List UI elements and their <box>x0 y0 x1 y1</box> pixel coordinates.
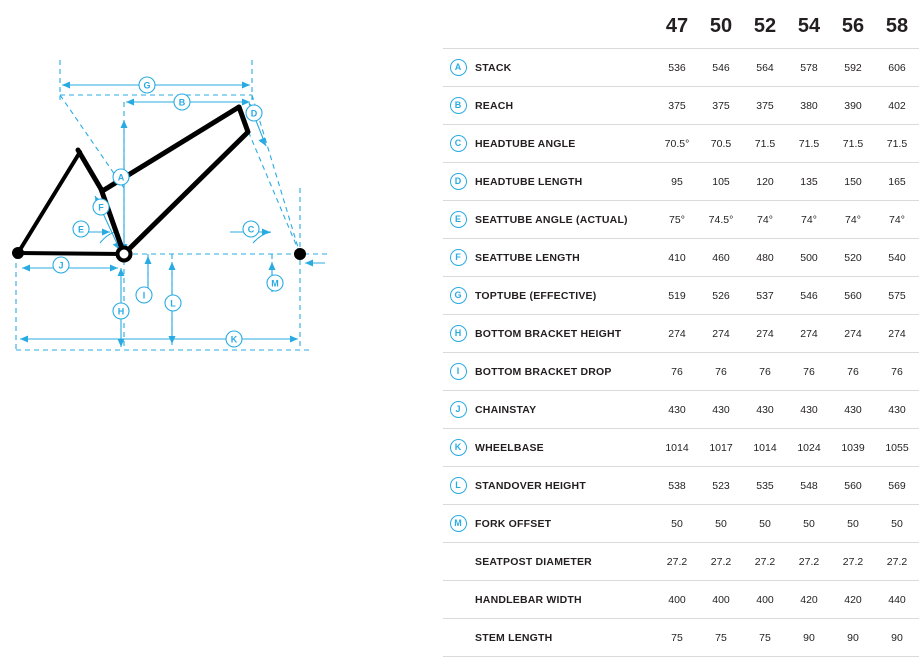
svg-text:M: M <box>271 278 279 289</box>
cell-value: 76 <box>831 353 875 391</box>
cell-value: 50 <box>831 505 875 543</box>
cell-value: 90 <box>787 619 831 657</box>
row-label: SEATTUBE ANGLE (ACTUAL) <box>473 201 655 239</box>
cell-value: 560 <box>831 467 875 505</box>
badge-letter: C <box>450 135 467 152</box>
cell-value: 274 <box>787 315 831 353</box>
table-row <box>443 467 919 505</box>
cell-value: 76 <box>787 353 831 391</box>
table-row <box>443 239 919 277</box>
size-header-0: 47 <box>665 15 689 37</box>
front-hub-point <box>294 248 306 260</box>
cell-value: 74° <box>787 201 831 239</box>
cell-value: 400 <box>699 581 743 619</box>
cell-value: 105 <box>699 163 743 201</box>
table-header <box>443 0 919 49</box>
cell-value: 27.2 <box>699 543 743 581</box>
cell-value: 274 <box>655 315 699 353</box>
table-body <box>443 49 919 657</box>
table-row <box>443 315 919 353</box>
badge-letter: G <box>450 287 467 304</box>
cell-value: 575 <box>875 277 919 315</box>
cell-value: 430 <box>831 391 875 429</box>
cell-value: 71.5 <box>787 125 831 163</box>
cell-value: 75 <box>699 619 743 657</box>
cell-value: 520 <box>831 239 875 277</box>
cell-value: 402 <box>875 87 919 125</box>
cell-value: 50 <box>699 505 743 543</box>
cell-value: 375 <box>699 87 743 125</box>
cell-value: 50 <box>743 505 787 543</box>
bike-frame-geometry-diagram <box>0 0 443 600</box>
badge-letter: E <box>450 211 467 228</box>
callout-d <box>246 105 262 121</box>
row-label: HANDLEBAR WIDTH <box>473 581 655 619</box>
cell-value: 500 <box>787 239 831 277</box>
cell-value: 430 <box>787 391 831 429</box>
cell-value: 1014 <box>655 429 699 467</box>
bottom-bracket-point <box>118 248 131 261</box>
size-header-3: 54 <box>797 15 821 37</box>
table-row <box>443 277 919 315</box>
cell-value: 410 <box>655 239 699 277</box>
cell-value: 390 <box>831 87 875 125</box>
cell-value: 50 <box>655 505 699 543</box>
badge-letter: A <box>450 59 467 76</box>
rear-hub-point <box>12 247 24 259</box>
cell-value: 274 <box>743 315 787 353</box>
cell-value: 430 <box>655 391 699 429</box>
cell-value: 523 <box>699 467 743 505</box>
table-row <box>443 87 919 125</box>
cell-value: 75 <box>743 619 787 657</box>
cell-value: 74° <box>743 201 787 239</box>
table-row <box>443 429 919 467</box>
badge-letter: H <box>450 325 467 342</box>
cell-value: 375 <box>655 87 699 125</box>
size-header-1: 50 <box>709 15 733 37</box>
cell-value: 538 <box>655 467 699 505</box>
cell-value: 274 <box>875 315 919 353</box>
cell-value: 74° <box>831 201 875 239</box>
cell-value: 27.2 <box>655 543 699 581</box>
cell-value: 1024 <box>787 429 831 467</box>
row-badge <box>443 239 473 277</box>
table-row <box>443 49 919 87</box>
callout-b <box>174 94 190 110</box>
cell-value: 380 <box>787 87 831 125</box>
cell-value: 375 <box>743 87 787 125</box>
row-badge <box>443 125 473 163</box>
cell-value: 560 <box>831 277 875 315</box>
badge-letter: L <box>450 477 467 494</box>
cell-value: 548 <box>787 467 831 505</box>
cell-value: 76 <box>699 353 743 391</box>
svg-text:A: A <box>117 172 125 183</box>
row-label: FORK OFFSET <box>473 505 655 543</box>
cell-value: 578 <box>787 49 831 87</box>
cell-value: 546 <box>699 49 743 87</box>
svg-text:G: G <box>143 80 151 91</box>
row-label: STACK <box>473 49 655 87</box>
cell-value: 274 <box>831 315 875 353</box>
cell-value: 480 <box>743 239 787 277</box>
dimension-k <box>20 336 298 343</box>
table-row <box>443 125 919 163</box>
cell-value: 430 <box>699 391 743 429</box>
table-row <box>443 619 919 657</box>
table-row <box>443 391 919 429</box>
svg-text:I: I <box>142 290 146 301</box>
row-label: SEATPOST DIAMETER <box>473 543 655 581</box>
row-badge <box>443 201 473 239</box>
cell-value: 75 <box>655 619 699 657</box>
cell-value: 526 <box>699 277 743 315</box>
svg-text:K: K <box>230 334 238 345</box>
svg-text:J: J <box>58 260 64 271</box>
cell-value: 564 <box>743 49 787 87</box>
svg-text:C: C <box>247 224 255 235</box>
cell-value: 400 <box>743 581 787 619</box>
cell-value: 50 <box>875 505 919 543</box>
svg-text:F: F <box>98 202 104 213</box>
size-header-2: 52 <box>753 15 777 37</box>
row-label: CHAINSTAY <box>473 391 655 429</box>
row-label: WHEELBASE <box>473 429 655 467</box>
row-badge <box>443 49 473 87</box>
cell-value: 74.5° <box>699 201 743 239</box>
cell-value: 27.2 <box>875 543 919 581</box>
row-badge <box>443 619 473 657</box>
cell-value: 1055 <box>875 429 919 467</box>
table-row <box>443 163 919 201</box>
size-header-5: 58 <box>885 15 909 37</box>
row-label: BOTTOM BRACKET HEIGHT <box>473 315 655 353</box>
geometry-table <box>443 0 919 657</box>
cell-value: 519 <box>655 277 699 315</box>
row-label: TOPTUBE (EFFECTIVE) <box>473 277 655 315</box>
cell-value: 70.5 <box>699 125 743 163</box>
callout-f <box>93 199 109 215</box>
cell-value: 536 <box>655 49 699 87</box>
cell-value: 606 <box>875 49 919 87</box>
dimension-g <box>62 82 250 89</box>
row-label: HEADTUBE LENGTH <box>473 163 655 201</box>
callout-g <box>139 77 155 93</box>
cell-value: 27.2 <box>743 543 787 581</box>
row-badge <box>443 353 473 391</box>
cell-value: 440 <box>875 581 919 619</box>
cell-value: 120 <box>743 163 787 201</box>
cell-value: 50 <box>787 505 831 543</box>
row-badge <box>443 505 473 543</box>
table-row <box>443 201 919 239</box>
callout-e <box>73 221 89 237</box>
callout-i <box>136 287 152 303</box>
row-label: STEM LENGTH <box>473 619 655 657</box>
cell-value: 420 <box>787 581 831 619</box>
badge-letter: D <box>450 173 467 190</box>
cell-value: 1014 <box>743 429 787 467</box>
row-badge <box>443 467 473 505</box>
dimension-i <box>145 256 152 290</box>
row-badge <box>443 87 473 125</box>
svg-text:H: H <box>117 306 125 317</box>
row-badge <box>443 277 473 315</box>
svg-text:B: B <box>178 97 186 108</box>
geometry-diagram-panel <box>0 0 443 600</box>
row-badge <box>443 315 473 353</box>
row-label: REACH <box>473 87 655 125</box>
badge-letter: I <box>450 363 467 380</box>
badge-letter: F <box>450 249 467 266</box>
cell-value: 71.5 <box>875 125 919 163</box>
svg-text:L: L <box>170 298 176 309</box>
cell-value: 420 <box>831 581 875 619</box>
row-badge <box>443 391 473 429</box>
cell-value: 546 <box>787 277 831 315</box>
cell-value: 430 <box>875 391 919 429</box>
callout-k <box>226 331 242 347</box>
row-badge <box>443 163 473 201</box>
header-badge-spacer <box>443 0 473 49</box>
cell-value: 70.5° <box>655 125 699 163</box>
callout-m <box>267 275 283 291</box>
cell-value: 90 <box>875 619 919 657</box>
cell-value: 540 <box>875 239 919 277</box>
frame-outline <box>18 107 248 254</box>
cell-value: 569 <box>875 467 919 505</box>
cell-value: 535 <box>743 467 787 505</box>
badge-letter: K <box>450 439 467 456</box>
cell-value: 90 <box>831 619 875 657</box>
header-label-spacer <box>473 0 655 49</box>
svg-text:E: E <box>77 224 85 235</box>
cell-value: 27.2 <box>831 543 875 581</box>
cell-value: 76 <box>743 353 787 391</box>
cell-value: 75° <box>655 201 699 239</box>
cell-value: 135 <box>787 163 831 201</box>
dimension-j <box>22 265 118 272</box>
callout-j <box>53 257 69 273</box>
cell-value: 71.5 <box>831 125 875 163</box>
cell-value: 1017 <box>699 429 743 467</box>
callout-h <box>113 303 129 319</box>
row-label: BOTTOM BRACKET DROP <box>473 353 655 391</box>
table-row <box>443 505 919 543</box>
callout-a <box>113 169 129 185</box>
cell-value: 460 <box>699 239 743 277</box>
table-row <box>443 543 919 581</box>
table-row <box>443 353 919 391</box>
callout-l <box>165 295 181 311</box>
cell-value: 76 <box>875 353 919 391</box>
geometry-table-panel <box>443 0 919 644</box>
cell-value: 274 <box>699 315 743 353</box>
fork-offset-arrow <box>305 260 325 267</box>
row-badge <box>443 543 473 581</box>
cell-value: 76 <box>655 353 699 391</box>
dimension-a <box>121 120 128 252</box>
cell-value: 537 <box>743 277 787 315</box>
row-label: SEATTUBE LENGTH <box>473 239 655 277</box>
badge-letter: J <box>450 401 467 418</box>
badge-letter: B <box>450 97 467 114</box>
cell-value: 27.2 <box>787 543 831 581</box>
cell-value: 1039 <box>831 429 875 467</box>
row-label: HEADTUBE ANGLE <box>473 125 655 163</box>
cell-value: 165 <box>875 163 919 201</box>
cell-value: 74° <box>875 201 919 239</box>
row-label: STANDOVER HEIGHT <box>473 467 655 505</box>
cell-value: 95 <box>655 163 699 201</box>
cell-value: 150 <box>831 163 875 201</box>
cell-value: 430 <box>743 391 787 429</box>
cell-value: 71.5 <box>743 125 787 163</box>
callout-c <box>243 221 259 237</box>
cell-value: 592 <box>831 49 875 87</box>
badge-letter: M <box>450 515 467 532</box>
size-header-4: 56 <box>841 15 865 37</box>
row-badge <box>443 429 473 467</box>
cell-value: 400 <box>655 581 699 619</box>
svg-text:D: D <box>250 108 258 119</box>
